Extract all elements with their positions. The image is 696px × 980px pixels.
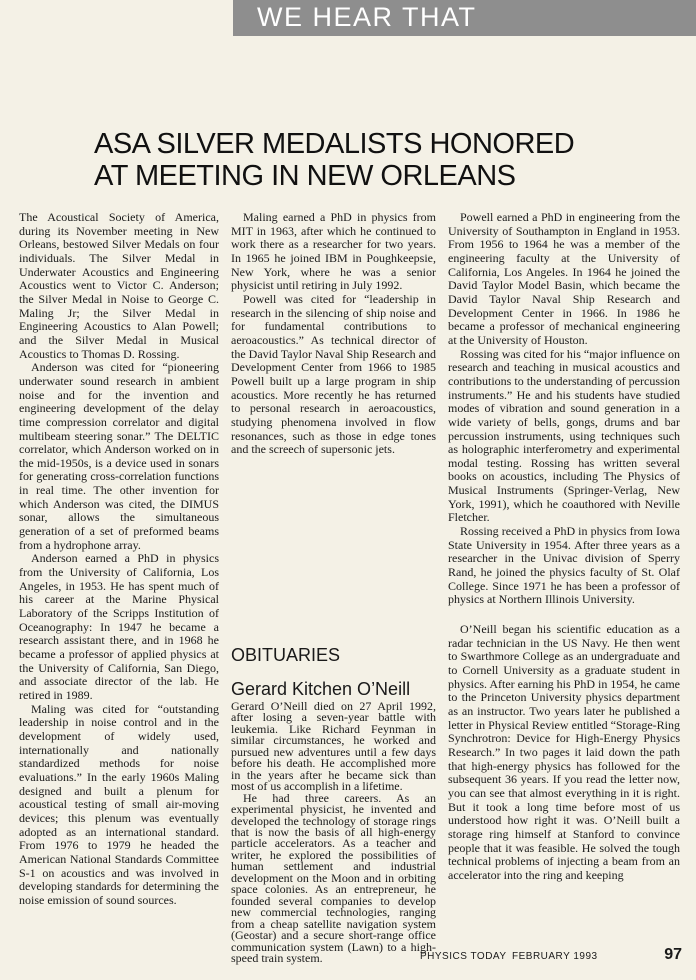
article-paragraph: Powell was cited for “leadership in research in the silencing of ship noise and for fundamental contributions to aeroacoustics.” As technical director of the David Taylor Naval Ship Research and Development Center from 1966 to 1985 Powell built up a large program in ship acoustics. More recently he has returned to personal research in aeroacoustics, studying phenomena involved in flow resonances, such as those in edge tones and the screech of supersonic jets.: [231, 291, 436, 457]
footer-date: FEBRUARY 1993: [512, 951, 598, 962]
section-banner: [233, 0, 696, 36]
headline-line-2: AT MEETING IN NEW ORLEANS: [94, 160, 516, 192]
obituaries-column: [231, 633, 436, 964]
obituary-paragraph: O’Neill began his scientific education as a radar technician in the US Navy. He then went to Swarthmore College as an undergraduate and to Cornell University as a graduate student in physics. After earning his PhD in 1954, he came to the Princeton University physics department as an instructor. Two years later he published a letter in Physical Review entitled “Storage-Ring Synchrotron: Device for High-Energy Physics Research.” In two pages it laid down the path that high-energy physics has followed for the subsequent 36 years. If you read the letter now, you can see that almost everything in it is right. But it took a long time before most of us understood how right it was. O’Neill built a storage ring himself at Stanford to convince people that it was feasible. He solved the tough technical problems of injecting a beam from an accelerator into the ring and keeping: [448, 622, 680, 882]
page-number: 97: [664, 946, 682, 963]
article-paragraph: Anderson earned a PhD in physics from the University of California, Los Angeles, in 1953. He has spent much of his career at the Marine Physical Laboratory of the Scripps Institution of Oceanography: In 1947 he became a research assistant there, and in 1968 he became a professor of applied physics at the University of California, San Diego, and associate director of the lab. He retired in 1989.: [19, 551, 219, 702]
headline-line-1: ASA SILVER MEDALISTS HONORED: [94, 128, 575, 160]
obituary-paragraph: Gerard O’Neill died on 27 April 1992, after losing a seven-year battle with leukemia. Like Richard Feynman in similar circumstances, he worked and pursued new adventures until a few days before his death. He accomplished more in the years after he became sick than most of us accomplish in a lifetime.: [231, 699, 436, 794]
article-paragraph: Maling earned a PhD in physics from MIT in 1963, after which he continued to work there as a researcher for two years. In 1965 he joined IBM in Poughkeepsie, New York, where he was a senior physicist until retiring in July 1992.: [231, 210, 436, 293]
article-headline: [94, 128, 654, 192]
article-paragraph: Rossing was cited for his “major influence on research and teaching in musical acoustics and contributions to the understanding of percussion instruments.” He and his students have studied modes of vibration and sound generation in a wide variety of bells, gongs, drums and bar percussion instruments, using techniques such as holographic interferometry and experimental modal testing. Rossing has written several books on acoustics, including The Physics of Musical Instruments (Springer-Verlag, New York, 1991), which he coauthored with Neville Fletcher.: [448, 346, 680, 525]
article-paragraph: Powell earned a PhD in engineering from the University of Southampton in England in 1953. From 1956 to 1964 he was a member of the engineering faculty at the University of California, Los Angeles. In 1964 he joined the David Taylor Model Basin, which became the David Taylor Naval Ship Research and Development Center in 1966. In 1986 he became a professor of mechanical engineering at the University of Houston.: [448, 210, 680, 347]
column-2: [231, 211, 436, 457]
obituaries-column-continued: [448, 623, 680, 882]
article-paragraph: Anderson was cited for “pioneering underwater sound research in ambient noise and for the invention and engineering development of the delay time compression correlator and digital multibeam steering sonar.” The DELTIC correlator, which Anderson worked on in the mid-1950s, is a device used in sonars for generating cross-correlation functions in real time. The other invention for which Anderson was cited, the DIMUS sonar, allows the simultaneous generation of a set of preformed beams from a hydrophone array.: [19, 360, 219, 552]
article-paragraph: Rossing received a PhD in physics from Iowa State University in 1954. After three years as a researcher in the Univac division of Sperry Rand, he joined the physics faculty of St. Olaf College. Since 1971 he has been a professor of physics at Northern Illinois University.: [448, 524, 680, 607]
column-3: [448, 211, 680, 607]
section-banner-text: WE HEAR THAT: [257, 2, 477, 32]
article-paragraph: The Acoustical Society of America, during its November meeting in New Orleans, bestowed Silver Medals on four individuals. The Silver Medal in Underwater Acoustics and Engineering Acoustics went to Victor C. Anderson; the Silver Medal in Noise to George C. Maling Jr; the Silver Medal in Engineering Acoustics to Alan Powell; and the Silver Medal in Musical Acoustics to Thomas D. Rossing.: [19, 210, 219, 361]
obituary-paragraph: He had three careers. As an experimental physicist, he invented and developed the technology of storage rings that is now the basis of all high-energy particle accelerators. As a teacher and writer, he explored the possibilities of human settlement and industrial development on the Moon and in orbiting space colonies. As an entrepreneur, he founded several companies to develop new commercial technologies, ranging from a cheap satellite navigation system (Geostar) and a secure short-range office communication system (Lawn) to a high-speed train system.: [231, 790, 436, 965]
obituaries-heading: OBITUARIES: [231, 645, 341, 665]
article-paragraph: Maling was cited for “outstanding leadership in noise control and in the development of widely used, internationally and nationally standardized methods for noise evaluations.” In the early 1960s Maling designed and built a plenum for acoustical testing of small air-moving devices; this plenum was eventually adopted as an international standard. From 1976 to 1979 he headed the American National Standards Committee S-1 on acoustics and was involved in developing standards for determining the noise emission of sound sources.: [19, 701, 219, 907]
page-footer: [420, 946, 682, 966]
obituary-name: Gerard Kitchen O’Neill: [231, 679, 411, 699]
footer-journal: PHYSICS TODAY: [420, 951, 507, 962]
column-1: [19, 211, 219, 907]
